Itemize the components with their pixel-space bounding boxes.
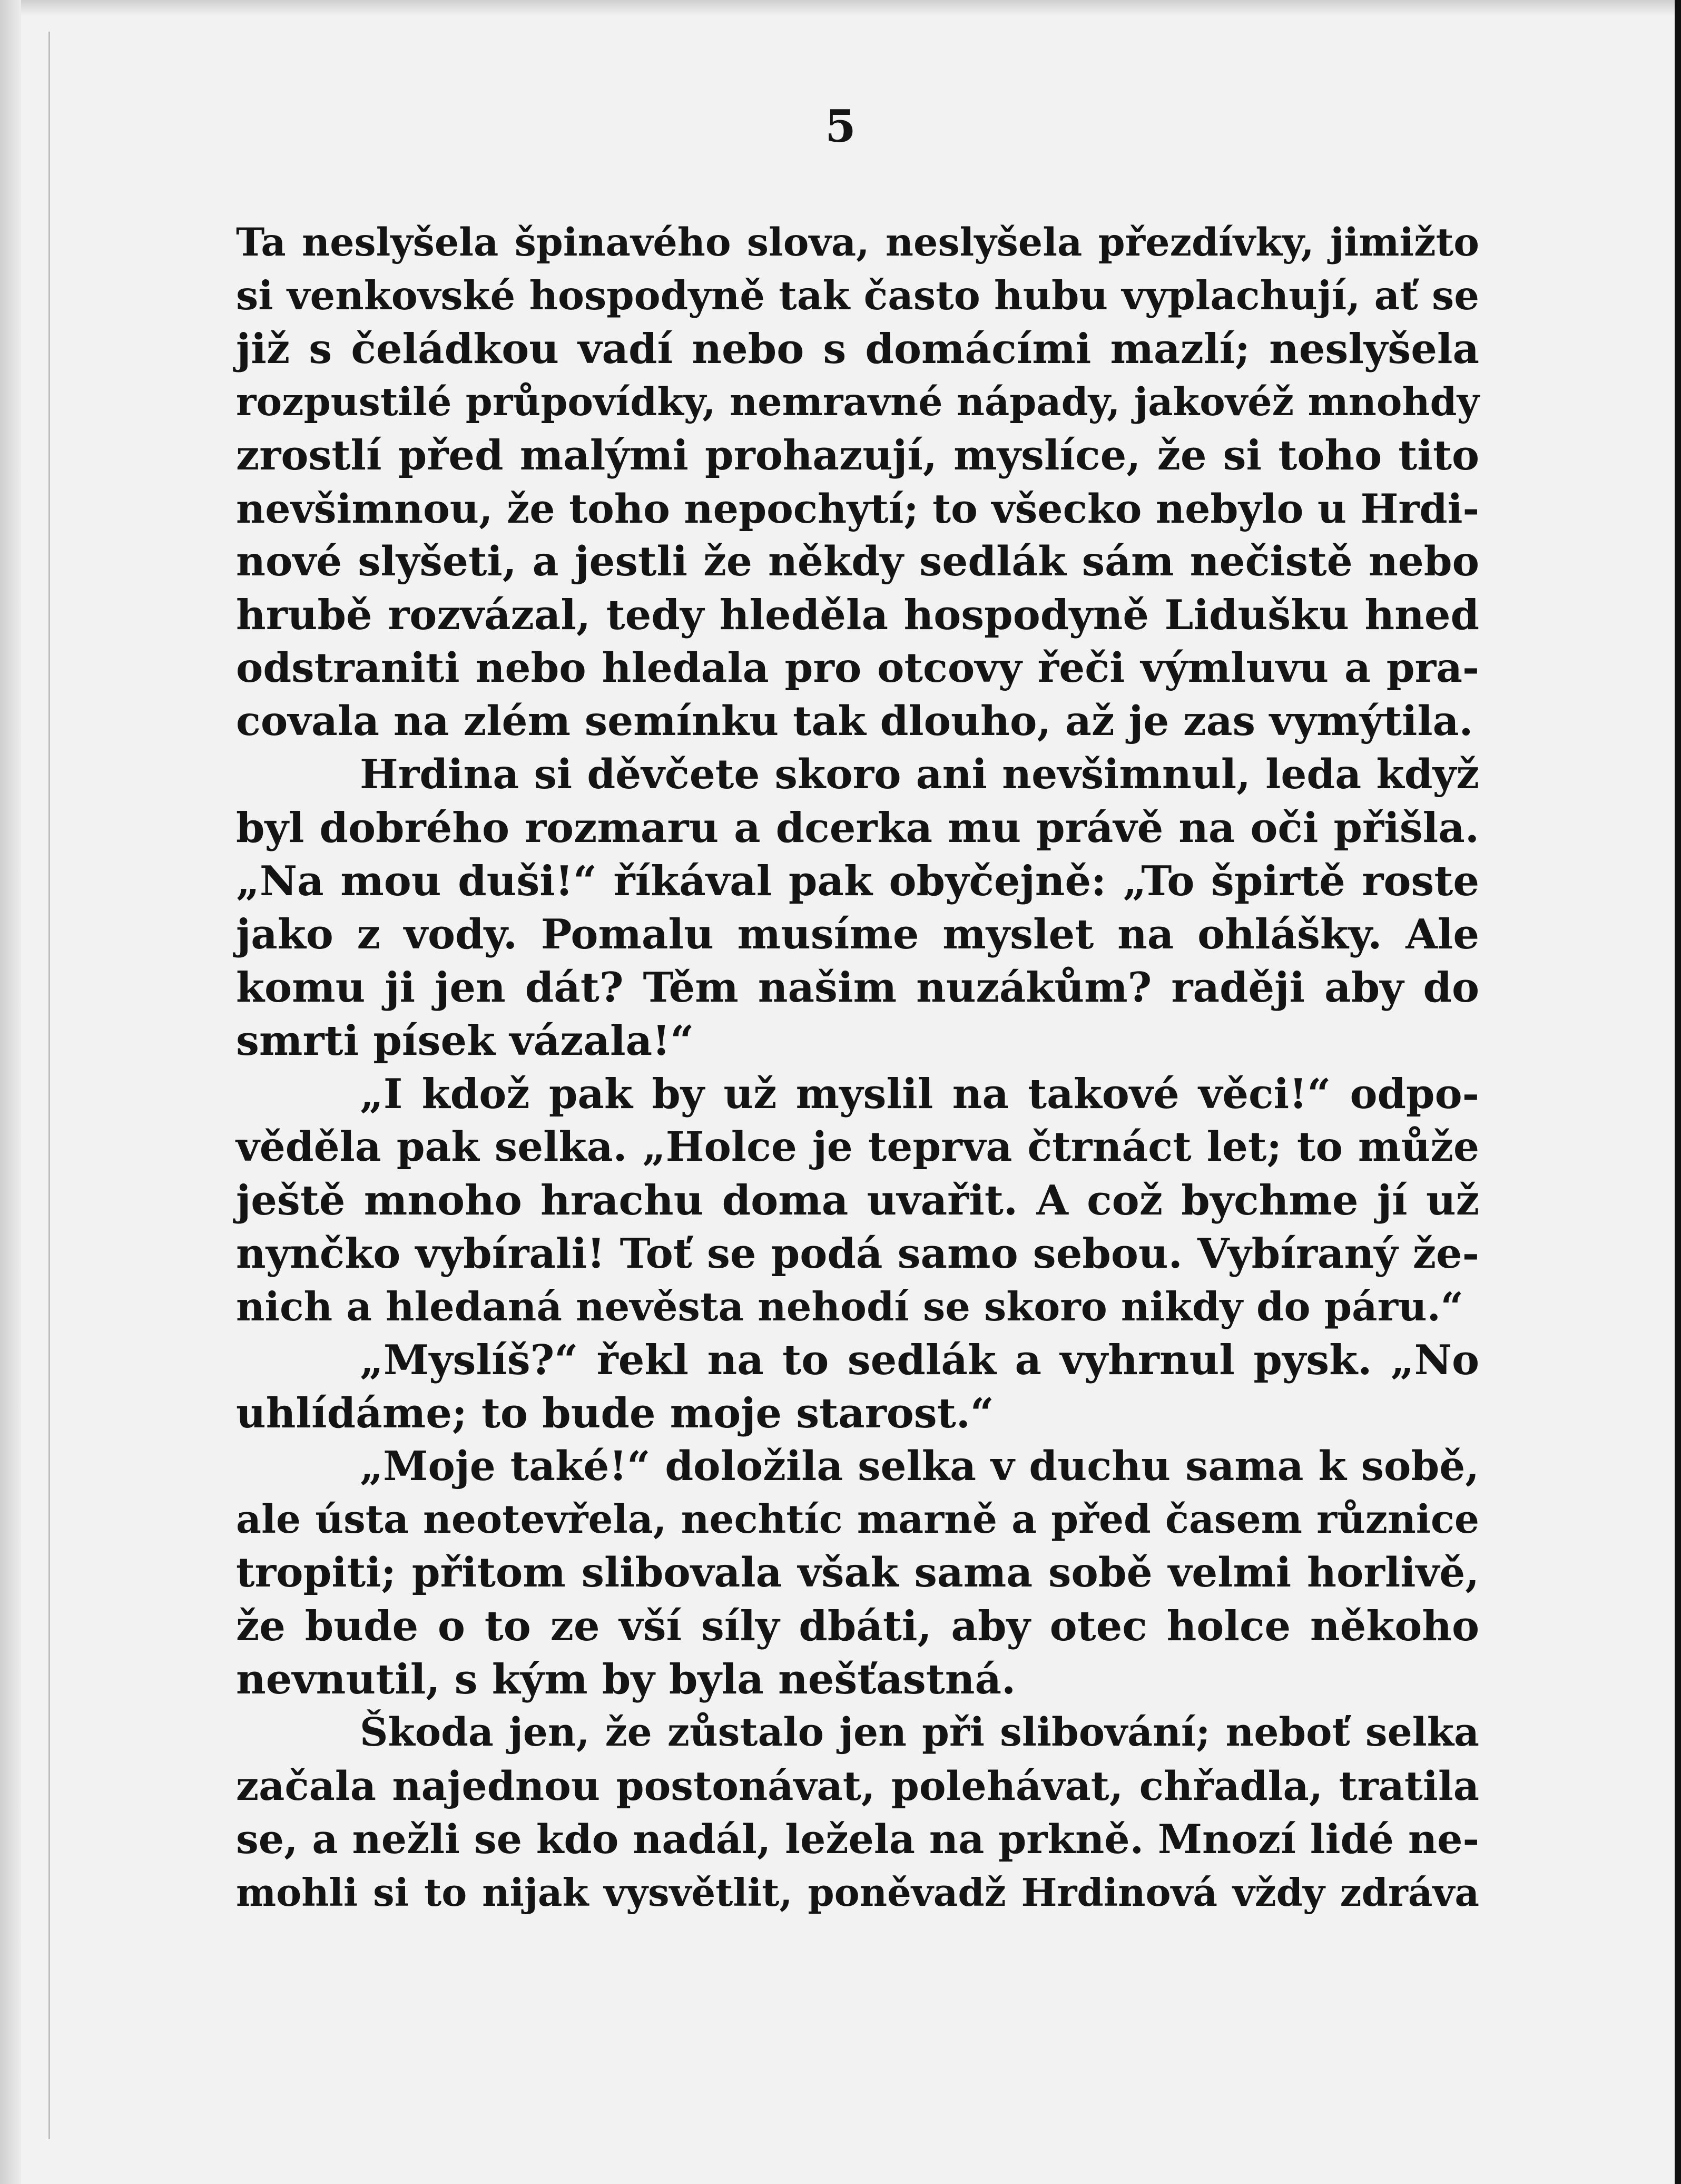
text-line: že bude o to ze vší síly dbáti, aby otec holce někoho [236,1602,1479,1650]
text-line: se, a nežli se kdo nadál, ležela na prkně. Mnozí lidé ne- [236,1816,1479,1863]
scan-edge-top [0,0,1681,16]
text-line: nevnutil, s kým by byla nešťastná. [236,1656,1016,1703]
text-line: „Moje také!“ doložila selka v duchu sama k sobě, [360,1443,1479,1490]
text-line: nové slyšeti, a jestli že někdy sedlák sám nečistě nebo [236,538,1479,585]
scan-edge-left [0,0,21,2184]
gutter-line [48,32,50,2139]
text-line: již s čeládkou vadí nebo s domácími mazlí; neslyšela [236,325,1479,373]
text-line: nynčko vybírali! Toť se podá samo sebou. Vybíraný že- [236,1230,1479,1278]
text-line: zrostlí před malými prohazují, myslíce, že si toho tito [236,432,1479,479]
text-line: mohli si to nijak vysvětlit, poněvadž Hrdinová vždy zdráva [236,1870,1479,1915]
text-line: „Na mou duši!“ říkával pak obyčejně: „To špirtě roste [236,857,1479,905]
text-line: „Myslíš?“ řekl na to sedlák a vyhrnul pysk. „No [360,1336,1479,1384]
text-line: nevšimnou, že toho nepochytí; to všecko nebylo u Hrdi- [236,485,1479,532]
text-line: tropiti; přitom slibovala však sama sobě velmi horlivě, [236,1549,1479,1597]
text-line: komu ji jen dát? Těm našim nuzákům? raději aby do [236,964,1479,1012]
text-line: Hrdina si děvčete skoro ani nevšimnul, leda když [360,751,1479,798]
text-line: začala najednou postonávat, polehávat, chřadla, tratila [236,1762,1479,1809]
scan-edge-right [1675,0,1681,2184]
text-line: odstraniti nebo hledala pro otcovy řeči výmluvu a pra- [236,644,1479,692]
text-line: smrti písek vázala!“ [236,1017,694,1065]
body-text [236,216,1479,1919]
text-line: rozpustilé průpovídky, nemravné nápady, jakovéž mnohdy [236,379,1479,425]
text-line: uhlídáme; to bude moje starost.“ [236,1389,994,1437]
text-line: Škoda jen, že zůstalo jen při slibování; neboť selka [360,1710,1479,1755]
text-line: byl dobrého rozmaru a dcerka mu právě na oči přišla. [236,804,1479,852]
text-line: ještě mnoho hrachu doma uvařit. A což bychme jí už [236,1177,1479,1225]
text-line: hrubě rozvázal, tedy hleděla hospodyně Lidušku hned [236,591,1479,639]
text-line: „I kdož pak by už myslil na takové věci!“ odpo- [360,1070,1479,1118]
text-line: jako z vody. Pomalu musíme myslet na ohlášky. Ale [236,910,1479,958]
text-line: Ta neslyšela špinavého slova, neslyšela přezdívky, jimižto [236,220,1479,265]
text-line: si venkovské hospodyně tak často hubu vyplachují, ať se [236,272,1479,319]
text-line: ale ústa neotevřela, nechtíc marně a před časem různice [236,1497,1479,1542]
text-line: covala na zlém semínku tak dlouho, až je zas vymýtila. [236,698,1473,745]
page-number: 5 [825,100,856,152]
text-line: nich a hledaná nevěsta nehodí se skoro nikdy do páru.“ [236,1284,1463,1330]
text-line: věděla pak selka. „Holce je teprva čtrnáct let; to může [236,1123,1479,1171]
